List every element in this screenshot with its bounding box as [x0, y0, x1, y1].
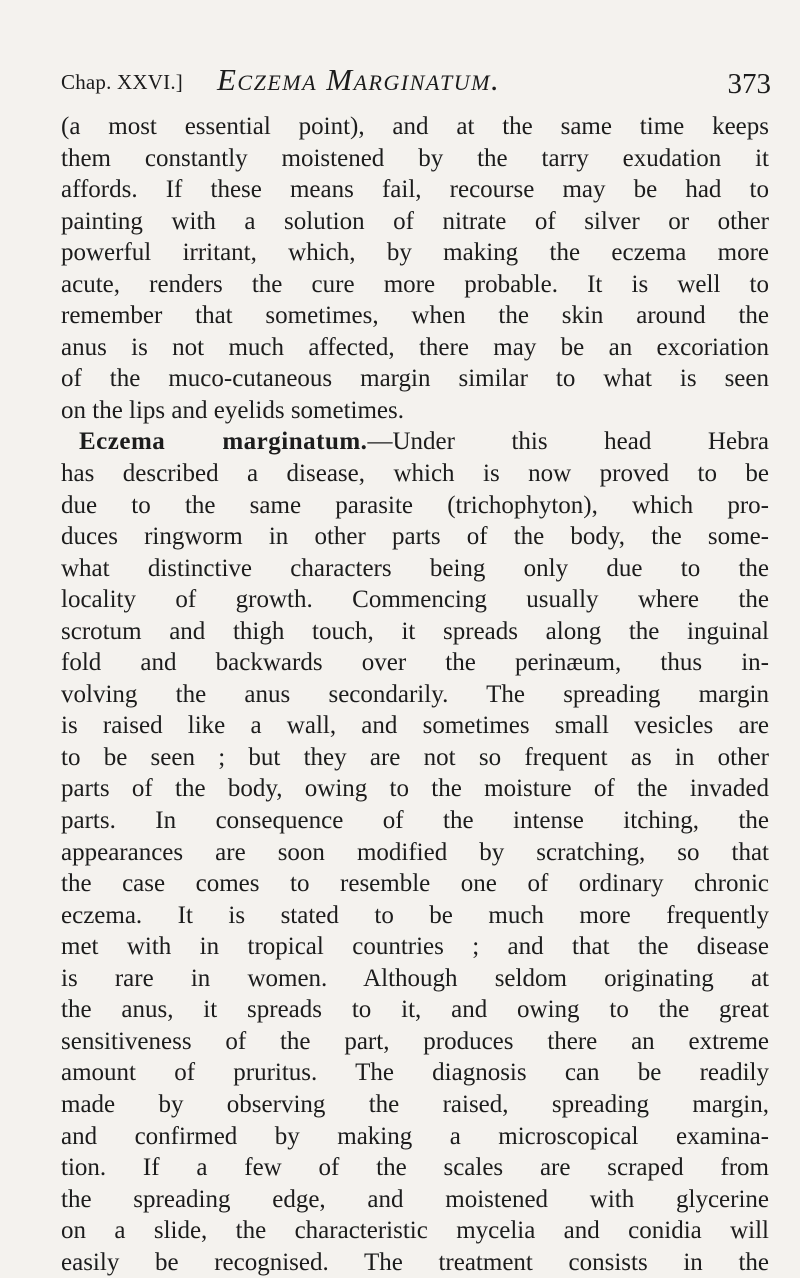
text-line: of the muco-cutaneous margin similar to what is seen — [61, 365, 769, 393]
text-line: on the lips and eyelids sometimes. — [61, 396, 405, 424]
text-line: what distinctive characters being only due to the — [61, 554, 769, 582]
text-line: affords. If these means fail, recourse may be had to — [61, 176, 769, 204]
text-line: amount of pruritus. The diagnosis can be readily — [61, 1059, 769, 1087]
text-line: (a most essential point), and at the same time keeps — [61, 113, 769, 140]
running-head — [61, 62, 771, 102]
text-line: parts. In consequence of the intense itching, the — [61, 807, 769, 835]
text-line: tion. If a few of the scales are scraped from — [61, 1154, 769, 1182]
text-line: the case comes to resemble one of ordinary chronic — [61, 870, 769, 898]
section-heading-line — [61, 426, 769, 458]
text-line: is raised like a wall, and sometimes small vesicles are — [61, 712, 769, 740]
text-line: is rare in women. Although seldom originating at — [61, 964, 769, 992]
text-line: scrotum and thigh touch, it spreads along the inguinal — [61, 617, 769, 645]
text-line: duces ringworm in other parts of the body, the some- — [61, 523, 769, 551]
text-line: volving the anus secondarily. The spreading margin — [61, 680, 769, 708]
text-line: them constantly moistened by the tarry exudation it — [61, 144, 769, 172]
text-line: locality of growth. Commencing usually where the — [61, 586, 769, 614]
text-line: to be seen ; but they are not so frequent as in other — [61, 743, 769, 771]
text-line: met with in tropical countries ; and that the disease — [61, 933, 769, 961]
text-line: easily be recognised. The treatment consists in the — [61, 1248, 769, 1276]
text-line: made by observing the raised, spreading margin, — [61, 1090, 769, 1118]
text-line: parts of the body, owing to the moisture of the invaded — [61, 775, 769, 803]
text-line: fold and backwards over the perinæum, thus in- — [61, 649, 769, 677]
text-line: painting with a solution of nitrate of silver or other — [61, 207, 769, 235]
text-line: eczema. It is stated to be much more frequently — [61, 901, 769, 929]
text-line: due to the same parasite (trichophyton), which pro- — [61, 491, 769, 519]
chapter-reference: Chap. XXVI.] — [61, 70, 183, 94]
text-line: the spreading edge, and moistened with glycerine — [61, 1185, 769, 1213]
running-title: Eczema Marginatum. — [217, 62, 501, 97]
page-number: 373 — [727, 68, 771, 100]
text-line: anus is not much affected, there may be an excoriation — [61, 333, 769, 361]
body-text — [61, 111, 769, 1278]
text-line: sensitiveness of the part, produces there an extreme — [61, 1027, 769, 1055]
text-line: has described a disease, which is now proved to be — [61, 460, 769, 488]
text-line: appearances are soon modified by scratching, so that — [61, 838, 769, 866]
text-line: on a slide, the characteristic mycelia and conidia will — [61, 1217, 769, 1245]
text-line: powerful irritant, which, by making the eczema more — [61, 239, 769, 267]
section-heading: Eczema marginatum. — [79, 428, 368, 456]
section-heading-tail: —Under this head Hebra — [367, 428, 769, 456]
text-line: remember that sometimes, when the skin around the — [61, 302, 769, 330]
text-line: acute, renders the cure more probable. It is well to — [61, 270, 769, 298]
text-line: the anus, it spreads to it, and owing to the great — [61, 996, 769, 1024]
text-line: and confirmed by making a microscopical examina- — [61, 1122, 769, 1150]
